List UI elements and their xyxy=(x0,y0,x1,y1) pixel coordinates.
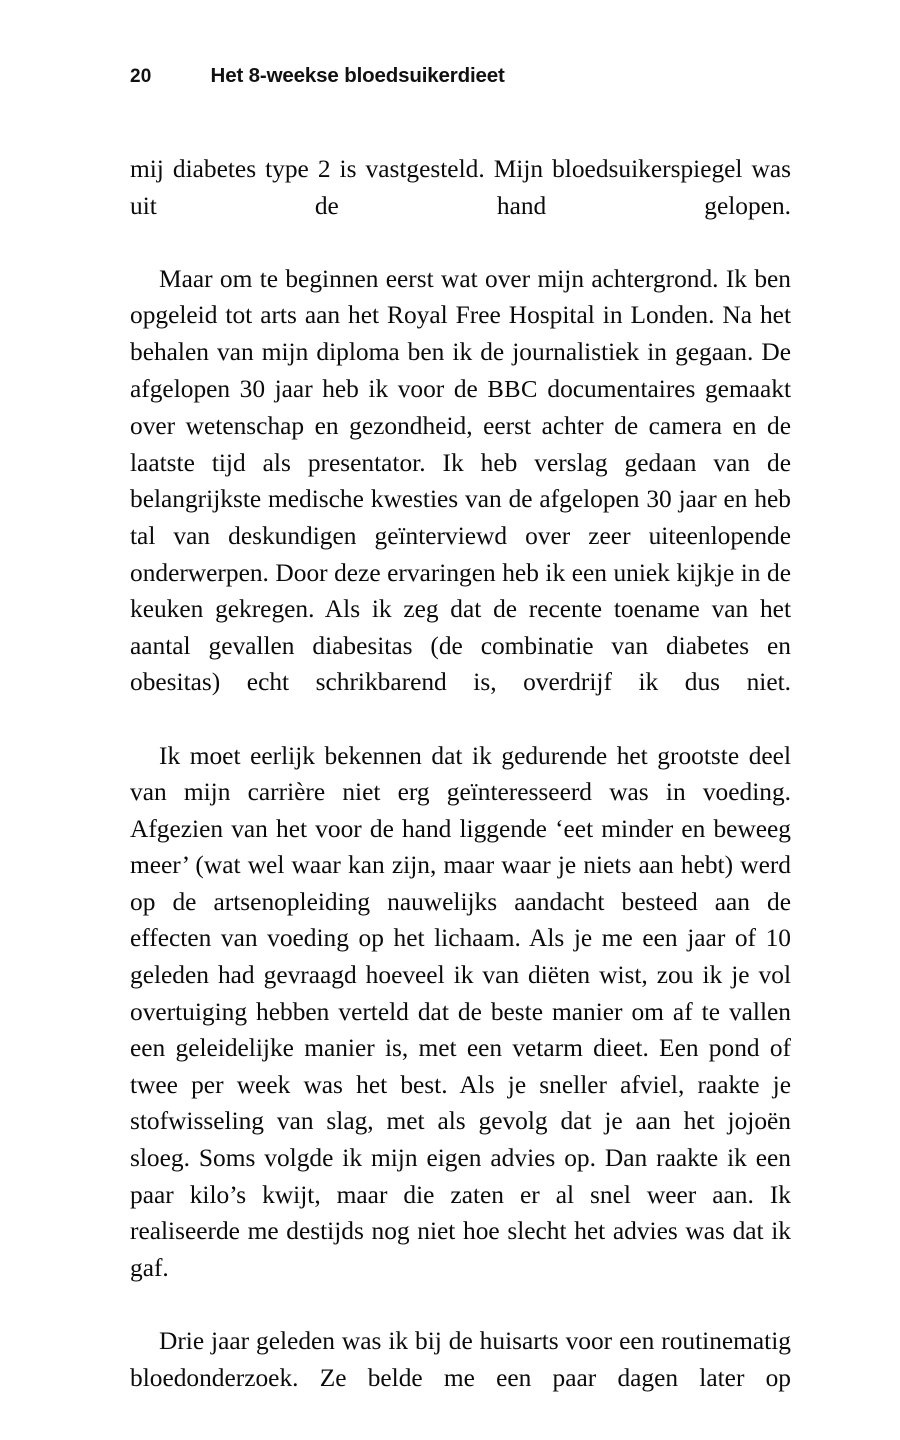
page-number: 20 xyxy=(130,66,152,87)
bbc-acronym: BBC xyxy=(487,375,538,403)
paragraph-1: mij diabetes type 2 is vastgesteld. Mijn bloedsuikerspiegel was uit de hand gelopen. xyxy=(130,155,791,220)
paragraph-2-text-after-smallcaps: documentaires gemaakt over wetenschap en gezondheid, eerst achter de camera en de laatste tijd als presentator. Ik heb verslag gedaan van de belangrijkste medische kwesties van de afgelopen 30 jaar en heb tal van deskundigen geïnterviewd over zeer uiteenlopende onderwerpen. Door deze ervaringen heb ik een uniek kijkje in de keuken gekregen. Als ik zeg dat de recente toename van het aantal gevallen diabesitas (de combinatie van diabetes en obesitas) echt schrikbarend is, overdrijf ik dus niet. xyxy=(130,374,791,697)
paragraph-2-text-before-smallcaps: Maar om te beginnen eerst wat over mijn achtergrond. Ik ben opgeleid tot arts aan het Royal Free Hospital in Londen. Na het behalen van mijn diploma ben ik de journalistiek in gegaan. De afgelopen 30 jaar heb ik voor de xyxy=(130,264,791,403)
paragraph-3: Ik moet eerlijk bekennen dat ik gedurende het grootste deel van mijn carrière niet erg geïnteresseerd was in voeding. Afgezien van het voor de hand liggende ‘eet minder en beweeg meer’ (wat wel waar kan zijn, maar waar je niets aan hebt) werd op de artsenopleiding nauwelijks aandacht besteed aan de effecten van voeding op het lichaam. Als je me een jaar of 10 geleden had gevraagd hoeveel ik van diëten wist, zou ik je vol overtuiging hebben verteld dat de beste manier om af te vallen een geleidelijke manier is, met een vetarm dieet. Een pond of twee per week was het best. Als je sneller afviel, raakte je stofwisseling van slag, met als gevolg dat je aan het jojoën sloeg. Soms volgde ik mijn eigen advies op. Dan raakte ik een paar kilo’s kwijt, maar die zaten er al snel weer aan. Ik realiseerde me destijds nog niet hoe slecht het advies was dat ik gaf. xyxy=(130,741,791,1282)
running-head xyxy=(130,66,790,96)
paragraph-2 xyxy=(130,261,791,738)
running-title: Het 8-weekse bloedsuikerdieet xyxy=(210,64,505,87)
body-text-column xyxy=(130,151,791,1433)
paragraph-4: Drie jaar geleden was ik bij de huisarts voor een routinematig bloedonderzoek. Ze belde me een paar dagen later op xyxy=(130,1327,791,1392)
